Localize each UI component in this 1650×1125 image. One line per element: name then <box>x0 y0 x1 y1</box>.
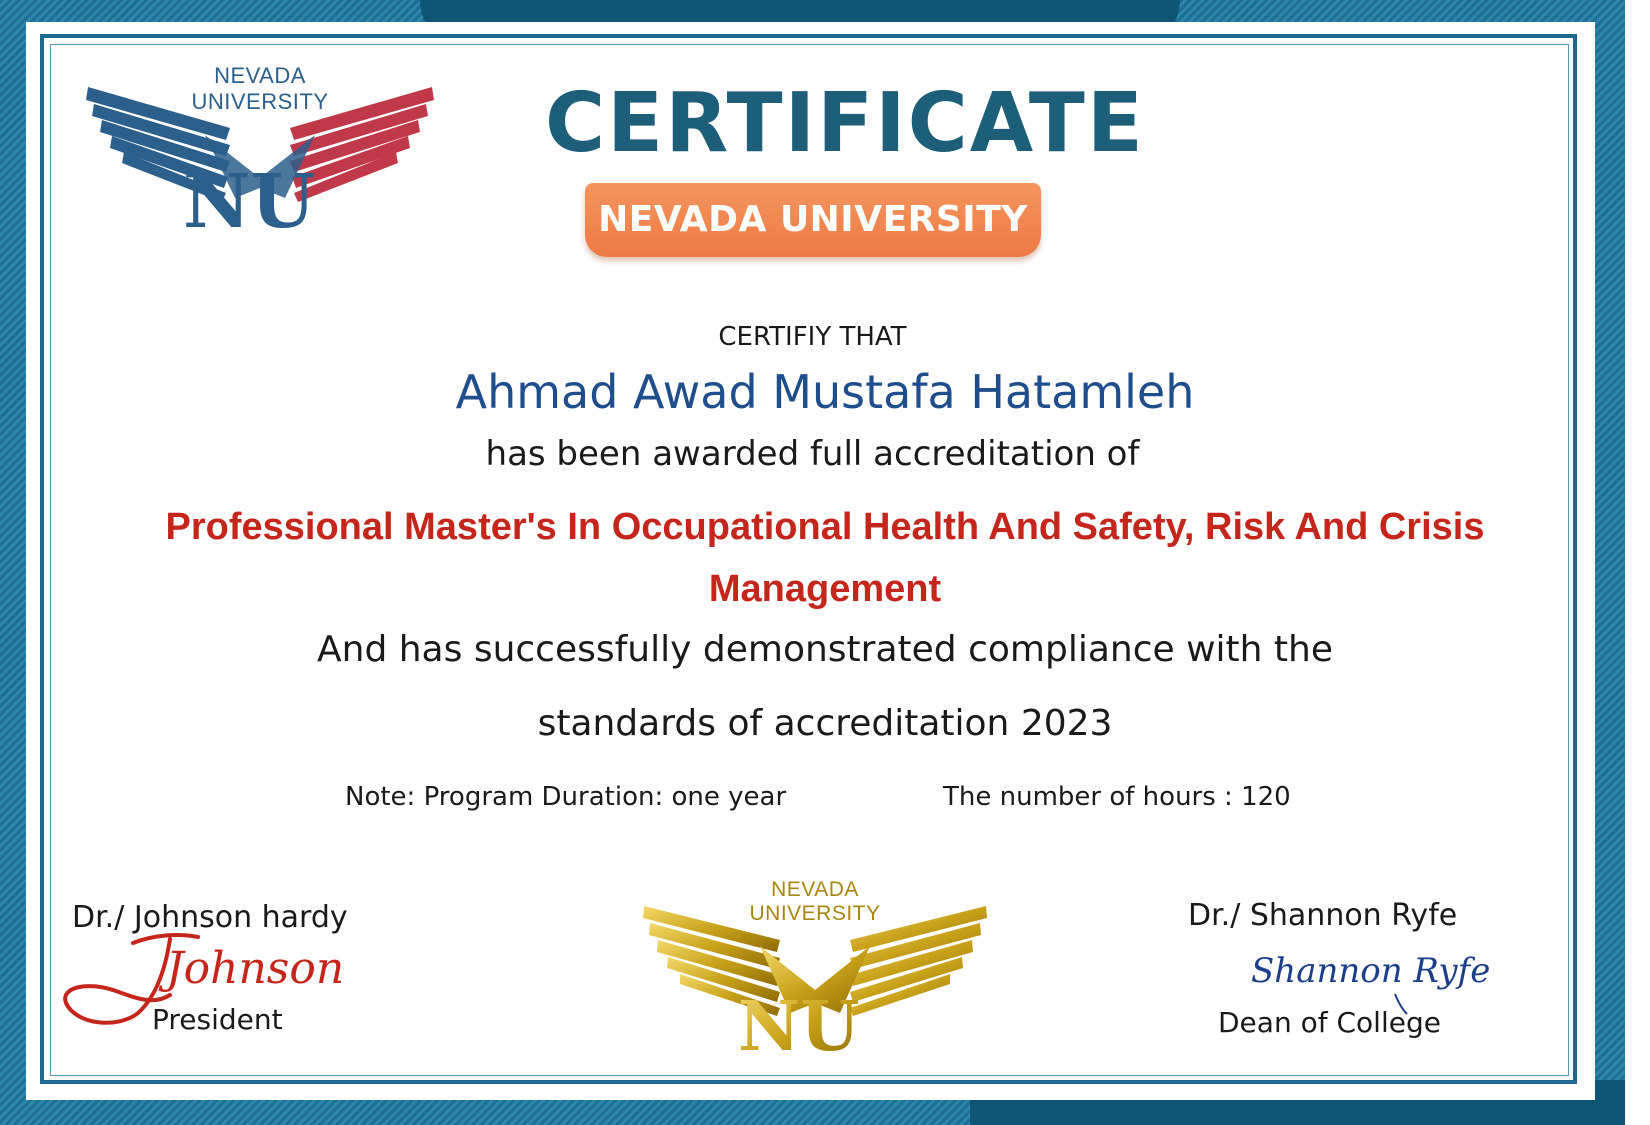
gold-seal <box>640 878 990 1067</box>
president-signature-text: Johnson <box>166 943 345 994</box>
logo-text: NEVADA UNIVERSITY <box>191 63 329 114</box>
duration-note: Note: Program Duration: one year <box>345 782 787 812</box>
recipient-name: Ahmad Awad Mustafa Hatamleh <box>455 365 1195 419</box>
compliance-line: And has successfully demonstrated compliance with the <box>317 629 1333 670</box>
seal-initials: NU <box>738 987 860 1067</box>
university-badge-label: NEVADA UNIVERSITY <box>598 199 1028 240</box>
president-role: President <box>152 1003 283 1036</box>
logo-initial-n: NU <box>183 159 316 245</box>
dean-name: Dr./ Shannon Ryfe <box>1188 898 1458 933</box>
dean-signature-text: Shannon Ryfe <box>1251 951 1491 991</box>
president-name: Dr./ Johnson hardy <box>72 900 348 935</box>
certify-line: CERTIFIY THAT <box>718 322 907 352</box>
program-name: Professional Master's In Occupational Health And Safety, Risk And Crisis Management <box>165 506 1485 610</box>
certificate-title: CERTIFICATE <box>545 76 1145 171</box>
standards-line: standards of accreditation 2023 <box>537 703 1113 744</box>
awarded-line: has been awarded full accreditation of <box>485 434 1140 474</box>
seal-text: NEVADA UNIVERSITY <box>749 878 881 925</box>
university-logo <box>80 60 440 260</box>
hours-note: The number of hours : 120 <box>943 782 1291 812</box>
university-badge <box>585 183 1041 257</box>
dean-role: Dean of College <box>1218 1006 1441 1039</box>
